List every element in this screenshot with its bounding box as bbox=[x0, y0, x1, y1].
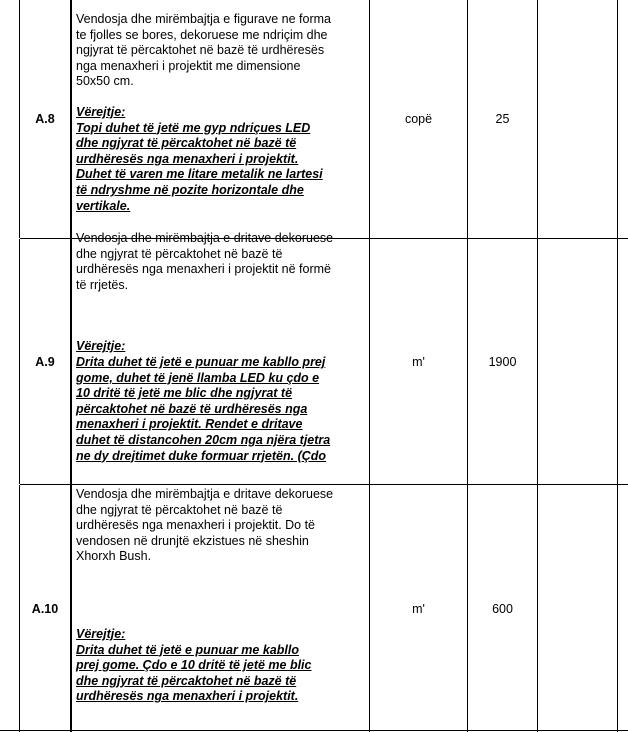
table-row bbox=[0, 485, 628, 732]
item-description-cell bbox=[72, 231, 370, 484]
item-description-cell bbox=[72, 485, 370, 732]
note-title: Vërejtje: bbox=[76, 626, 126, 641]
note-text: Topi duhet të jetë me gyp ndriçues LED dhe ngjyrat të përcaktohet në bazë të urdhëresës nga menaxheri i projektit. Duhet të varen me litare metalik ne lartesi të ndryshme në pozite horizontale dhe vertikale. bbox=[76, 120, 323, 213]
price-cell bbox=[538, 0, 618, 238]
row-lead-cell bbox=[0, 239, 20, 484]
quantity-cell: 25 bbox=[468, 0, 538, 238]
item-description-cell bbox=[72, 0, 370, 238]
item-code: A.8 bbox=[20, 0, 72, 238]
note-text: Drita duhet të jetë e punuar me kabllo prej gome, duhet të jenë llamba LED ku çdo e 10 dritë të jetë me blic dhe ngjyrat të përcaktohet në bazë të urdhëresës nga menaxheri i projektit. Rendet e dritave duhet të distancohen 20cm nga njëra tjetra ne dy drejtimet duke formuar rrjetën. (Çdo bbox=[76, 354, 331, 463]
quantity-cell: 600 bbox=[468, 485, 538, 732]
total-cell bbox=[618, 485, 628, 732]
item-description: Vendosja dhe mirëmbajtja e dritave dekoruese dhe ngjyrat të përcaktohet në bazë të urdhëresës nga menaxheri i projektit. Do të vendosen në drunjtë ekzistues në sheshin Xhorxh Bush. bbox=[76, 487, 334, 564]
row-lead-cell bbox=[0, 0, 20, 238]
price-cell bbox=[538, 239, 618, 484]
unit-cell: copë bbox=[370, 0, 468, 238]
item-description: Vendosja dhe mirëmbajtja e figurave ne forma te fjolles se bores, dekoruese me ndriçim dhe ngjyrat të përcaktohet në bazë të urdhëresës nga menaxheri i projektit me dimensione 50x50 cm. bbox=[76, 12, 332, 89]
table-row bbox=[0, 231, 628, 484]
quantity-cell: 1900 bbox=[468, 239, 538, 484]
note-title: Vërejtje: bbox=[76, 339, 126, 354]
item-description: Vendosja dhe mirëmbajtja e dritave dekoruese dhe ngjyrat të përcaktohet në bazë të urdhëresës nga menaxheri i projektit në formë të rrjetës. bbox=[76, 231, 334, 292]
unit-cell: m' bbox=[370, 485, 468, 732]
note-title: Vërejtje: bbox=[76, 104, 126, 119]
table-row bbox=[0, 0, 628, 238]
note-text: Drita duhet të jetë e punuar me kabllo prej gome. Çdo e 10 dritë të jetë me blic dhe ngjyrat të përcaktohet në bazë të urdhëresës nga menaxheri i projektit. bbox=[76, 642, 312, 704]
price-cell bbox=[538, 485, 618, 732]
total-cell bbox=[618, 239, 628, 484]
total-cell bbox=[618, 0, 628, 238]
unit-cell: m' bbox=[370, 239, 468, 484]
row-divider bbox=[0, 730, 628, 731]
row-lead-cell bbox=[0, 485, 20, 732]
item-code: A.9 bbox=[20, 239, 72, 484]
item-code: A.10 bbox=[20, 485, 72, 732]
